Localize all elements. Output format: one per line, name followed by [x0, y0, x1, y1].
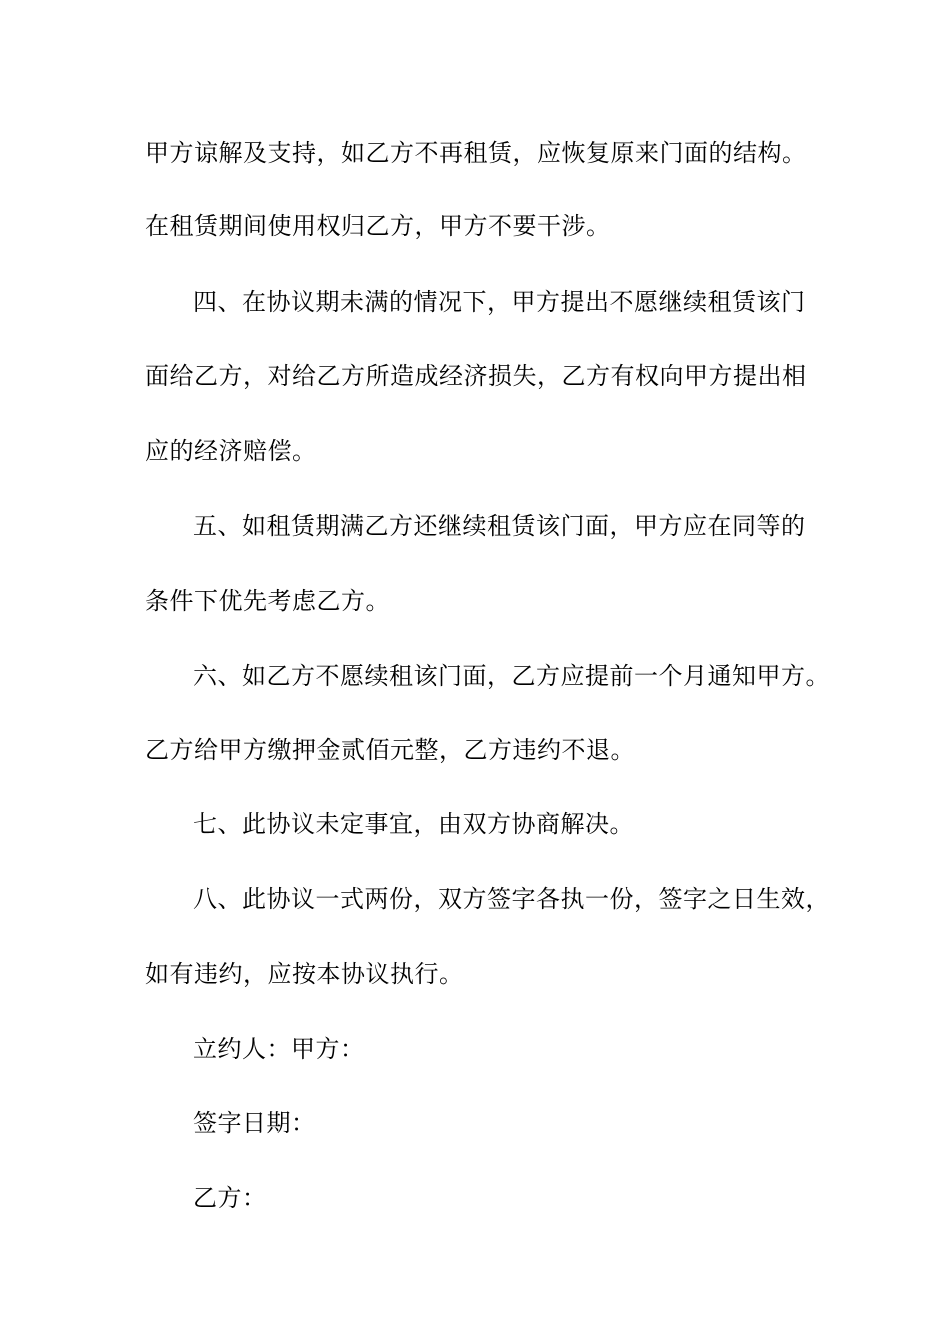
clause-7-line: 七、此协议未定事宜，由双方协商解决。 — [193, 810, 634, 838]
signatory-party-a: 立约人：甲方： — [193, 1035, 365, 1063]
paragraph-line: 应的经济赔偿。 — [145, 437, 317, 465]
clause-8-line: 八、此协议一式两份，双方签字各执一份，签字之日生效， — [193, 885, 830, 913]
signatory-party-b: 乙方： — [193, 1184, 267, 1212]
paragraph-line: 面给乙方，对给乙方所造成经济损失，乙方有权向甲方提出相 — [145, 362, 807, 390]
paragraph-line: 条件下优先考虑乙方。 — [145, 587, 390, 615]
paragraph-line: 在租赁期间使用权归乙方，甲方不要干涉。 — [145, 212, 611, 240]
paragraph-line: 甲方谅解及支持，如乙方不再租赁，应恢复原来门面的结构。 — [145, 139, 807, 167]
clause-4-line: 四、在协议期未满的情况下，甲方提出不愿继续租赁该门 — [193, 288, 806, 316]
paragraph-line: 乙方给甲方缴押金贰佰元整，乙方违约不退。 — [145, 736, 635, 764]
clause-5-line: 五、如租赁期满乙方还继续租赁该门面，甲方应在同等的 — [193, 512, 806, 540]
clause-6-line: 六、如乙方不愿续租该门面，乙方应提前一个月通知甲方。 — [193, 662, 830, 690]
paragraph-line: 如有违约，应按本协议执行。 — [145, 960, 464, 988]
signature-date: 签字日期： — [193, 1109, 316, 1137]
